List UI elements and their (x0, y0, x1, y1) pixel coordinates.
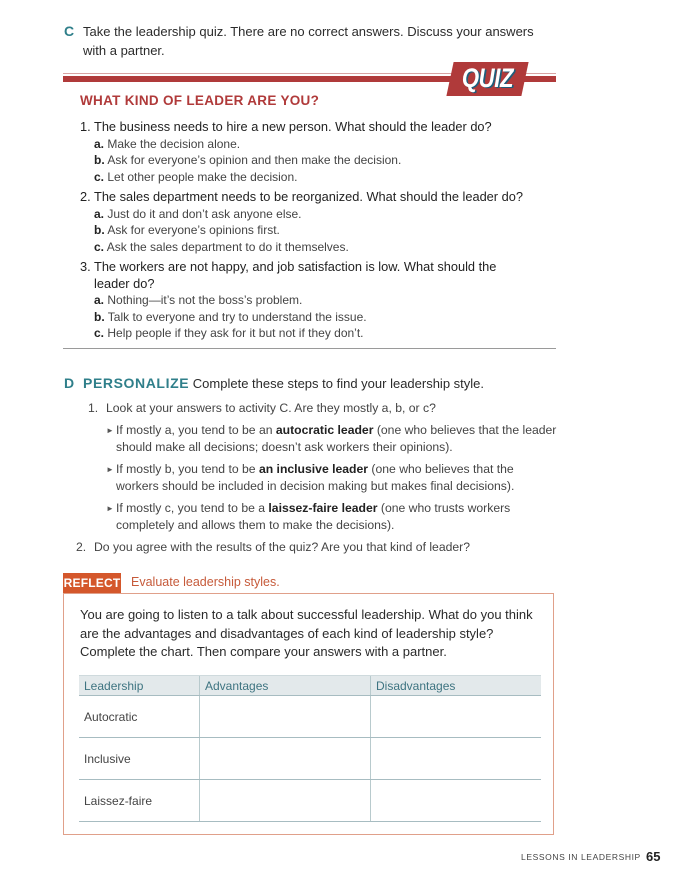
question-stem-continued: leader do? (94, 275, 155, 291)
bullet-text: (one who believes that the leader should make all decisions; doesn’t ask workers their opinions). (116, 422, 557, 454)
answer-option[interactable] (80, 309, 555, 326)
reflect-title: Evaluate leadership styles. (131, 575, 280, 589)
leadership-style-cell: Inclusive (79, 738, 200, 780)
result-bullet (88, 500, 558, 535)
result-bullet (88, 422, 558, 457)
option-letter: c. (94, 326, 105, 340)
section-c-text-line1: Take the leadership quiz. There are no correct answers. Discuss your answers (83, 24, 534, 39)
result-bullet (88, 461, 558, 496)
quiz-question (80, 259, 555, 342)
leader-type-term: laissez-faire leader (268, 500, 378, 515)
option-letter: a. (94, 136, 105, 151)
question-stem: The workers are not happy, and job satisfaction is low. What should the (94, 259, 497, 274)
option-text: Ask the sales department to do it themselves. (106, 239, 349, 254)
option-letter: a. (94, 206, 105, 221)
bullet-text: (one who believes that the workers should be included in decision making but makes final decisions). (116, 461, 515, 493)
quiz-question (80, 189, 555, 255)
question-number: 1. (80, 119, 91, 134)
advantages-cell[interactable] (200, 738, 371, 780)
leadership-style-cell: Autocratic (79, 696, 200, 738)
reflect-tag: REFLECT (63, 573, 121, 593)
section-c-instruction (64, 22, 564, 60)
table-header-row (79, 676, 541, 696)
answer-option[interactable] (80, 169, 555, 186)
table-row (79, 696, 541, 738)
reflect-instruction: You are going to listen to a talk about successful leadership. What do you think are the advantages and disadvantages of each kind of leadership style? Complete the chart. Then compare your answers with a partner. (80, 607, 533, 659)
running-footer-title: LESSONS IN LEADERSHIP (521, 852, 641, 862)
leadership-style-cell: Laissez-faire (79, 780, 200, 822)
question-stem: The sales department needs to be reorganized. What should the leader do? (94, 189, 523, 204)
option-letter: c. (94, 239, 105, 254)
quiz-bottom-rule (63, 348, 556, 349)
quiz-badge-label: QUIZ (461, 63, 514, 93)
column-header-disadvantages: Disadvantages (371, 676, 542, 696)
section-d-text: Complete these steps to find your leadership style. (192, 376, 485, 391)
option-text: Talk to everyone and try to understand the issue. (107, 309, 367, 324)
option-text: Ask for everyone’s opinions first. (107, 223, 280, 237)
option-letter: b. (94, 223, 105, 237)
section-d-instruction (64, 374, 564, 393)
triangle-bullet-icon: ► (106, 464, 114, 474)
advantages-cell[interactable] (200, 696, 371, 738)
question-stem: The business needs to hire a new person. What should the leader do? (94, 119, 492, 134)
option-letter: a. (94, 293, 105, 307)
step-text: Do you agree with the results of the quiz? Are you that kind of leader? (94, 539, 471, 554)
option-text: Let other people make the decision. (107, 169, 298, 184)
bullet-text: (one who trusts workers completely and allows them to make the decisions). (116, 500, 511, 532)
advantages-cell[interactable] (200, 780, 371, 822)
leader-type-term: autocratic leader (275, 422, 374, 437)
option-text: Just do it and don’t ask anyone else. (107, 206, 302, 221)
bullet-text: If mostly b, you tend to be (116, 461, 259, 476)
option-text: Help people if they ask for it but not if they don’t. (107, 326, 364, 340)
quiz-questions (80, 119, 555, 346)
step-item (88, 400, 558, 418)
option-text: Nothing—it’s not the boss’s problem. (107, 293, 303, 307)
answer-option[interactable] (80, 325, 555, 342)
answer-option[interactable] (80, 152, 555, 169)
step-item (76, 539, 558, 557)
disadvantages-cell[interactable] (371, 780, 542, 822)
leadership-chart-table (79, 675, 541, 822)
table-row (79, 780, 541, 822)
bullet-text: If mostly a, you tend to be an (116, 422, 276, 437)
answer-option[interactable] (80, 239, 555, 256)
personalize-heading: PERSONALIZE (83, 375, 190, 391)
table-row (79, 738, 541, 780)
page-number: 65 (646, 849, 661, 864)
step-number: 2. (76, 539, 87, 554)
quiz-title: WHAT KIND OF LEADER ARE YOU? (80, 93, 320, 108)
answer-option[interactable] (80, 206, 555, 223)
section-c-letter: C (64, 23, 75, 39)
disadvantages-cell[interactable] (371, 738, 542, 780)
quiz-question (80, 119, 555, 185)
triangle-bullet-icon: ► (106, 503, 114, 513)
answer-option[interactable] (80, 222, 555, 239)
option-letter: c. (94, 169, 105, 184)
disadvantages-cell[interactable] (371, 696, 542, 738)
section-d-letter: D (64, 375, 75, 391)
step-text: Look at your answers to activity C. Are they mostly a, b, or c? (106, 401, 436, 415)
option-letter: b. (94, 153, 105, 167)
question-number: 2. (80, 189, 91, 204)
leader-type-term: an inclusive leader (258, 461, 369, 476)
answer-option[interactable] (80, 292, 555, 309)
bullet-text: If mostly c, you tend to be a (116, 500, 269, 515)
section-c-text-line2: with a partner. (83, 43, 165, 58)
answer-option[interactable] (80, 136, 555, 153)
question-number: 3. (80, 259, 91, 274)
column-header-leadership: Leadership (79, 676, 200, 696)
personalize-steps (76, 400, 558, 560)
option-text: Make the decision alone. (107, 136, 241, 151)
option-letter: b. (94, 309, 105, 324)
step-number: 1. (88, 401, 99, 415)
column-header-advantages: Advantages (200, 676, 371, 696)
option-text: Ask for everyone’s opinion and then make the decision. (107, 153, 402, 167)
triangle-bullet-icon: ► (106, 425, 114, 435)
